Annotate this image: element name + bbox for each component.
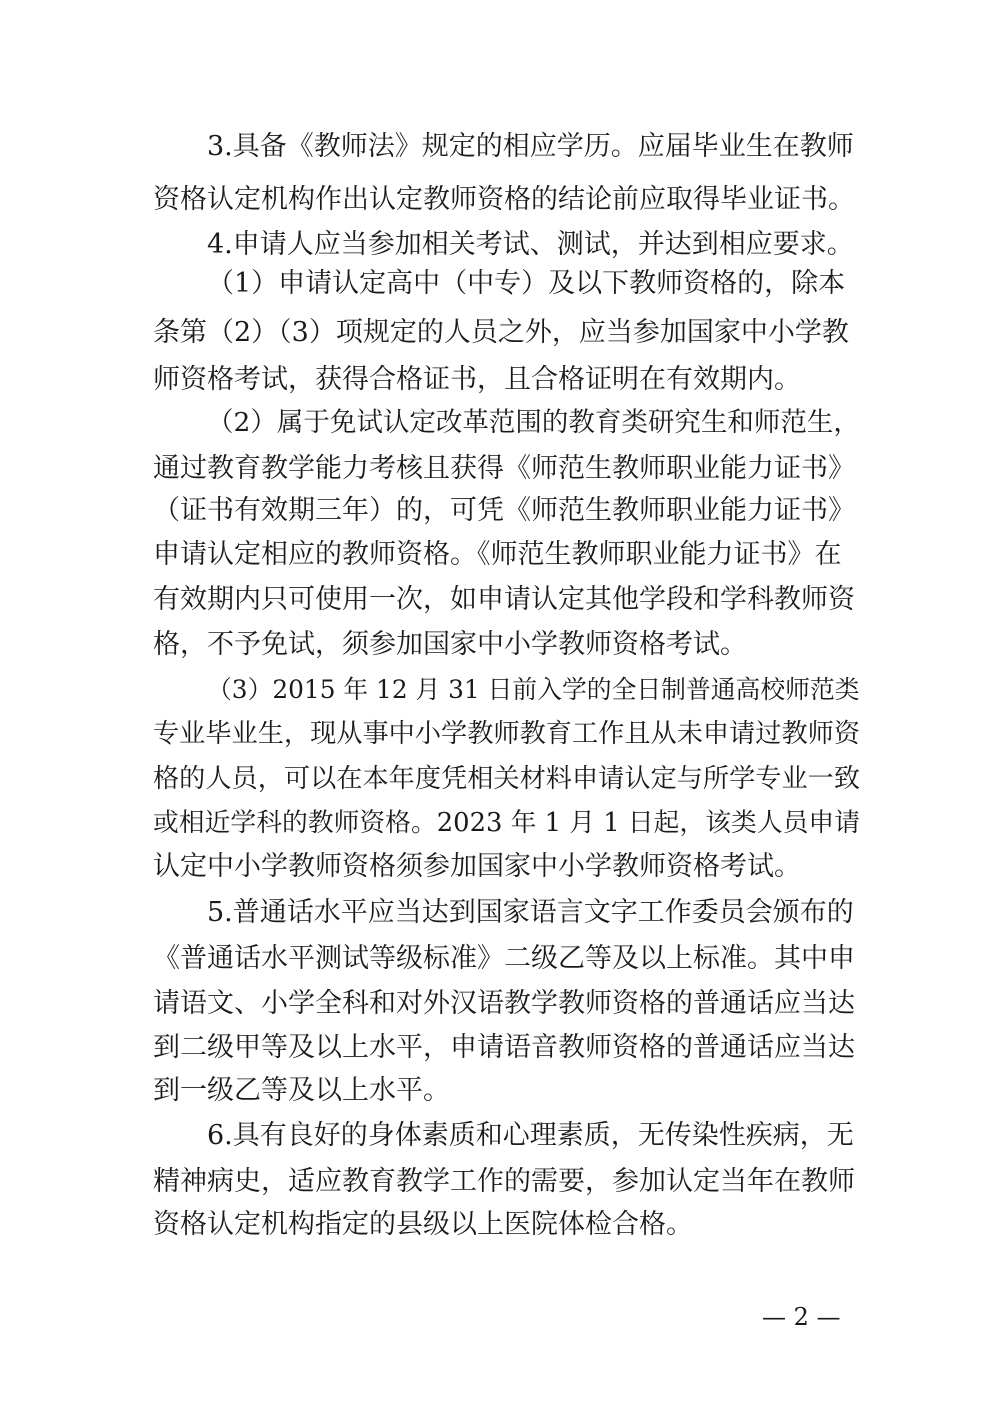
text-line: （1）申请认定高中（中专）及以下教师资格的，除本 (207, 268, 846, 299)
page-number: — 2 — (762, 1303, 841, 1331)
text-line: 《普通话水平测试等级标准》二级乙等及以上标准。其中申 (153, 943, 855, 974)
text-line: 格的人员，可以在本年度凭相关材料申请认定与所学专业一致 (153, 764, 861, 794)
text-line: 精神病史，适应教育教学工作的需要，参加认定当年在教师 (153, 1166, 855, 1197)
text-line: 到一级乙等及以上水平。 (153, 1075, 450, 1106)
text-line: 或相近学科的教师资格。2023 年 1 月 1 日起，该类人员申请 (153, 808, 861, 838)
text-line: 请语文、小学全科和对外汉语教学教师资格的普通话应当达 (153, 988, 855, 1019)
text-line: 资格认定机构指定的县级以上医院体检合格。 (153, 1209, 693, 1240)
text-line: 格，不予免试，须参加国家中小学教师资格考试。 (153, 629, 747, 660)
text-line: 申请认定相应的教师资格。《师范生教师职业能力证书》在 (153, 539, 842, 570)
text-line: 到二级甲等及以上水平，申请语音教师资格的普通话应当达 (153, 1032, 855, 1063)
text-line: （证书有效期三年）的，可凭《师范生教师职业能力证书》 (153, 495, 855, 526)
text-line: 资格认定机构作出认定教师资格的结论前应取得毕业证书。 (153, 184, 855, 215)
text-line: 通过教育教学能力考核且获得《师范生教师职业能力证书》 (153, 453, 855, 484)
text-line: 3.具备《教师法》规定的相应学历。应届毕业生在教师 (207, 131, 854, 162)
text-line: 4.申请人应当参加相关考试、测试，并达到相应要求。 (207, 229, 854, 260)
text-line: 6.具有良好的身体素质和心理素质，无传染性疾病，无 (207, 1120, 854, 1151)
text-line: （3）2015 年 12 月 31 日前入学的全日制普通高校师范类 (207, 675, 860, 704)
text-line: （2）属于免试认定改革范围的教育类研究生和师范生， (207, 407, 860, 438)
text-line: 师资格考试，获得合格证书，且合格证明在有效期内。 (153, 364, 801, 395)
text-line: 5.普通话水平应当达到国家语言文字工作委员会颁布的 (207, 897, 854, 928)
text-line: 专业毕业生，现从事中小学教师教育工作且从未申请过教师资 (153, 719, 861, 749)
text-line: 条第（2）（3）项规定的人员之外，应当参加国家中小学教 (153, 317, 849, 348)
text-line: 认定中小学教师资格须参加国家中小学教师资格考试。 (153, 851, 801, 882)
text-line: 有效期内只可使用一次，如申请认定其他学段和学科教师资 (153, 584, 855, 615)
